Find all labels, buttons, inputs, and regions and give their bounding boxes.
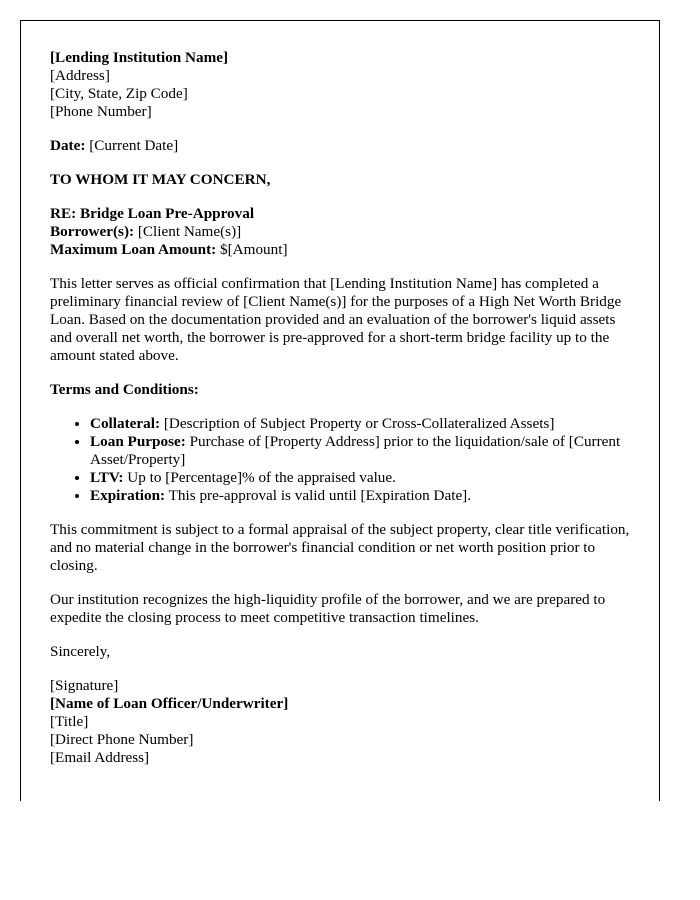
- date-line: [50, 137, 640, 155]
- re-line: RE: Bridge Loan Pre-Approval: [50, 205, 255, 222]
- term-item-loan-purpose: [90, 433, 640, 469]
- terms-list: [50, 415, 640, 505]
- sender-address: [Address]: [50, 67, 110, 84]
- borrower-value: [Client Name(s)]: [137, 223, 242, 240]
- term-item-expiration: [90, 487, 640, 505]
- officer-email: [Email Address]: [50, 749, 150, 766]
- amount-value: $[Amount]: [220, 241, 288, 258]
- term-item-collateral: [90, 415, 640, 433]
- borrower-label: Borrower(s):: [50, 223, 135, 240]
- salutation-text: TO WHOM IT MAY CONCERN,: [50, 171, 271, 188]
- body-paragraph-2: This commitment is subject to a formal appraisal of the subject property, clear title verification, and no material change in the borrower's financial condition or net worth position prior to closing.: [50, 521, 630, 574]
- term-label: LTV:: [90, 469, 124, 486]
- letter-page: [20, 20, 660, 801]
- sign-off: Sincerely,: [50, 643, 111, 660]
- term-text: Up to [Percentage]% of the appraised value.: [127, 469, 396, 486]
- body-paragraph-1: This letter serves as official confirmation that [Lending Institution Name] has completed a preliminary financial review of [Client Name(s)] for the purposes of a High Net Worth Bridge Loan. Based on the documentation provided and an evaluation of the borrower's liquid assets and overall net worth, the borrower is pre-approved for a short-term bridge facility up to the amount stated above.: [50, 275, 622, 364]
- terms-heading: Terms and Conditions:: [50, 381, 199, 398]
- borrower-line: [50, 223, 640, 241]
- sender-block: [50, 49, 640, 121]
- sender-phone: [Phone Number]: [50, 103, 152, 120]
- signature-block: [50, 677, 640, 767]
- officer-title: [Title]: [50, 713, 89, 730]
- term-label: Loan Purpose:: [90, 433, 186, 450]
- salutation: [50, 171, 640, 189]
- officer-direct-phone: [Direct Phone Number]: [50, 731, 194, 748]
- term-item-ltv: [90, 469, 640, 487]
- date-label: Date:: [50, 137, 86, 154]
- reference-block: [50, 205, 640, 259]
- institution-name: [Lending Institution Name]: [50, 49, 229, 66]
- date-value: [Current Date]: [89, 137, 179, 154]
- sender-city-state-zip: [City, State, Zip Code]: [50, 85, 188, 102]
- term-label: Expiration:: [90, 487, 166, 504]
- term-text: Purchase of [Property Address] prior to the liquidation/sale of [Current Asset/Property]: [90, 433, 621, 468]
- term-label: Collateral:: [90, 415, 161, 432]
- amount-label: Maximum Loan Amount:: [50, 241, 217, 258]
- letter-content: [50, 49, 640, 767]
- body-paragraph-3: Our institution recognizes the high-liquidity profile of the borrower, and we are prepared to expedite the closing process to meet competitive transaction timelines.: [50, 591, 606, 626]
- amount-line: [50, 241, 640, 259]
- term-text: This pre-approval is valid until [Expiration Date].: [168, 487, 472, 504]
- officer-name: [Name of Loan Officer/Underwriter]: [50, 695, 289, 712]
- term-text: [Description of Subject Property or Cross-Collateralized Assets]: [163, 415, 555, 432]
- terms-heading-line: [50, 381, 640, 399]
- signature-placeholder: [Signature]: [50, 677, 119, 694]
